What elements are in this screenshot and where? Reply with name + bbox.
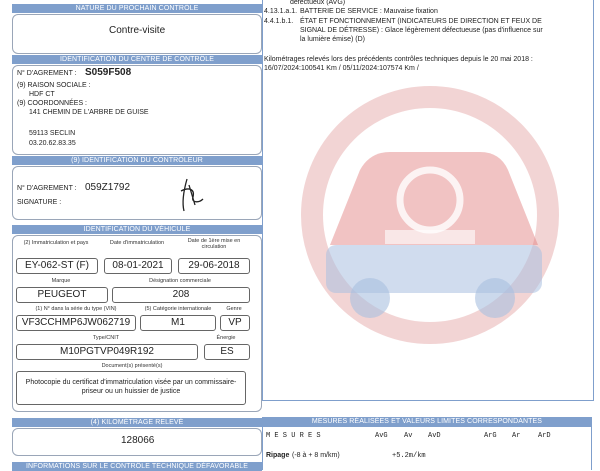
immat-value: EY-062-ST (F) [16,258,98,274]
centre-coord-label: (9) COORDONNÉES : [17,100,88,107]
kilometrage-value: 128066 [121,435,155,446]
defaut-line2-text-b: SIGNAL DE DÉTRESSE) : Glace légèrement défectueuse (pas d'influence sur [300,27,543,34]
centre-agrement-value: S059F508 [85,67,132,78]
energie-label: Énergie [216,335,236,341]
genre-label: Genre [226,306,242,312]
genre-value: VP [220,315,250,331]
prochain-controle-box [12,14,262,54]
kilometrage-box [12,428,262,456]
documents-value: Photocopie du certificat d'immatriculation visée par un commissaire-priseur ou un huissier de justice [16,371,246,405]
centre-box [12,65,262,155]
vin-label: (1) N° dans la série du type (VIN) [35,306,117,312]
designation-value: 208 [112,287,250,303]
centre-header: IDENTIFICATION DU CENTRE DE CONTRÔLE [12,55,262,64]
controleur-box [12,166,262,220]
col-ard: ArD [538,432,551,440]
prochain-controle-value: Contre-visite [109,25,166,36]
type-label: Type/CNIT [92,335,120,341]
km-history-line2: 16/07/2024:100541 Km / 05/11/2024:107574 Km / [264,65,419,72]
documents-label: Document(s) présenté(s) [101,363,163,369]
defaut-line0: défectueux (AVG) [290,0,346,6]
prochain-controle-header: NATURE DU PROCHAIN CONTRÔLE [12,4,262,13]
vehicule-header: IDENTIFICATION DU VÉHICULE [12,225,262,234]
type-value: M10PGTVP049R192 [16,344,198,360]
marque-value: PEUGEOT [16,287,108,303]
defaut-line2-text-c: la lumière émise) (D) [300,36,365,43]
defaut-line1-text: BATTERIE DE SERVICE : Mauvaise fixation [300,8,438,15]
controleur-agrement-value: 059Z1792 [85,182,131,193]
categorie-value: M1 [140,315,216,331]
date-first-value: 29-06-2018 [178,258,250,274]
col-avg: AvG [375,432,388,440]
centre-phone: 03.20.62.83.35 [29,140,76,147]
categorie-label: (5) Catégorie internationale [144,306,212,312]
defaut-line1-code: 4.13.1.a.1. [264,8,298,15]
date-immat-value: 08-01-2021 [104,258,172,274]
defaut-line2-text-a: ÉTAT ET FONCTIONNEMENT (INDICATEURS DE DIRECTION ET FEUX DE [300,18,542,25]
car-watermark-icon [290,60,580,360]
kilometrage-header: (4) KILOMÉTRAGE RELEVÉ [12,418,262,427]
vin-value: VF3CCHMP6JW062719 [16,315,136,331]
informations-header: INFORMATIONS SUR LE CONTRÔLE TECHNIQUE DÉFAVORABLE [12,462,262,471]
ripage-value: +5.2m/km [392,452,426,460]
centre-raison-label: (9) RAISON SOCIALE : [17,82,91,89]
ripage-limits: (-8 à + 8 m/km) [292,452,340,459]
defaut-line2-code: 4.4.1.b.1. [264,18,294,25]
centre-agrement-label: N° D'AGREMENT : [17,70,77,77]
date-immat-label: Date d'immatriculation [109,240,165,246]
energie-value: ES [204,344,250,360]
col-arg: ArG [484,432,497,440]
marque-label: Marque [51,278,71,284]
controleur-agrement-label: N° D'AGREMENT : [17,185,77,192]
ripage-label: Ripage [266,452,290,459]
col-av: Av [404,432,413,440]
centre-address-line1: 141 CHEMIN DE L'ARBRE DE GUISE [29,109,149,116]
mesures-title: M E S U R E S [266,432,321,440]
km-history-line1: Kilométrages relevés lors des précédents contrôles techniques depuis le 20 mai 2018 : [264,56,533,63]
col-avd: AvD [428,432,441,440]
col-ar: Ar [512,432,521,440]
controleur-signature-label: SIGNATURE : [17,199,62,206]
designation-label: Désignation commerciale [149,278,211,284]
controleur-header: (9) IDENTIFICATION DU CONTRÔLEUR [12,156,262,165]
date-first-label: Date de 1ère mise en circulation [187,238,241,250]
centre-raison-value: HDF CT [29,91,55,98]
centre-address-line2: 59113 SECLIN [29,130,76,137]
signature-image [173,173,213,213]
immat-label: (2) Immatriculation et pays [23,240,89,246]
mesures-header: MESURES RÉALISÉES ET VALEURS LIMITES CORRESPONDANTES [262,417,592,426]
